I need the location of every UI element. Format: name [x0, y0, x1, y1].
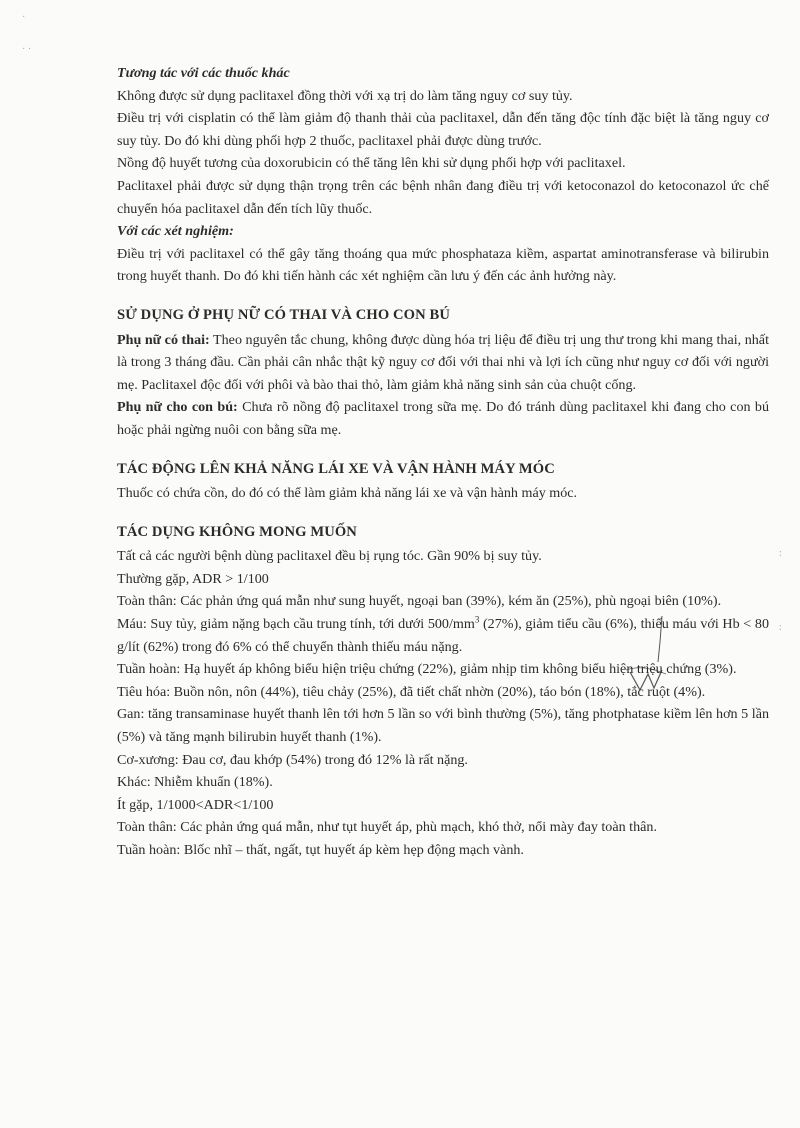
scan-dot: : — [779, 622, 782, 633]
paragraph: Tất cả các người bệnh dùng paclitaxel đều bị rụng tóc. Gần 90% bị suy tủy. — [117, 548, 542, 565]
scan-dot: · · — [22, 44, 32, 55]
paragraph: Tuần hoàn: Blốc nhĩ – thất, ngất, tụt huyết áp kèm hẹp động mạch vành. — [117, 842, 524, 858]
paragraph: Điều trị với paclitaxel có thể gây tăng thoáng qua mức phosphataza kiềm, aspartat aminotransferase và bilirubin trong huyết thanh. Do đó khi tiến hành các xét nghiệm cần lưu ý đến các ảnh hưởng này. — [117, 245, 769, 285]
paragraph: Tuần hoàn: Hạ huyết áp không biểu hiện triệu chứng (22%), giảm nhịp tim không biểu hiện triệu chứng (3%). — [117, 661, 737, 678]
labeled-paragraph — [117, 396, 769, 441]
paragraph-label: Phụ nữ cho con bú: — [117, 399, 238, 416]
labeled-paragraph — [117, 329, 769, 397]
section-heading: SỬ DỤNG Ở PHỤ NỮ CÓ THAI VÀ CHO CON BÚ — [117, 306, 450, 323]
paragraph-sup: 3 — [474, 614, 480, 625]
paragraph: Nồng độ huyết tương của doxorubicin có thể tăng lên khi sử dụng phối hợp với paclitaxel. — [117, 155, 626, 172]
paragraph-pre: Máu: Suy tủy, giảm nặng bạch cầu trung tính, tới dưới 500/mm — [117, 616, 475, 633]
paragraph: Gan: tăng transaminase huyết thanh lên tới hơn 5 lần so với bình thường (5%), tăng photphatase kiềm lên hơn 5 lần (5%) và tăng mạnh bilirubin huyết thanh (1%). — [117, 706, 769, 746]
paragraph: Điều trị với cisplatin có thể làm giảm độ thanh thải của paclitaxel, dẫn đến tăng độc tính đặc biệt là tăng nguy cơ suy tủy. Do đó khi dùng phối hợp 2 thuốc, paclitaxel phải được dùng trước. — [117, 110, 769, 149]
paragraph-post: (27%), giảm tiểu cầu (6%), thiếu máu với Hb < 80 g/lít (62%) trong đó 6% có thể chuyển thành thiếu máu nặng. — [117, 616, 769, 655]
paragraph: Thuốc có chứa cồn, do đó có thể làm giảm khả năng lái xe và vận hành máy móc. — [117, 485, 578, 502]
paragraph: Khác: Nhiễm khuẩn (18%). — [117, 774, 273, 791]
document-page — [117, 62, 769, 862]
paragraph: Toàn thân: Các phản ứng quá mẫn như sung huyết, ngoại ban (39%), kém ăn (25%), phù ngoại biên (10%). — [117, 593, 722, 610]
paragraph: Thường gặp, ADR > 1/100 — [117, 570, 269, 587]
subsection-heading: Tương tác với các thuốc khác — [117, 65, 290, 81]
paragraph — [117, 613, 769, 658]
paragraph: Paclitaxel phải được sử dụng thận trọng trên các bệnh nhân đang điều trị với ketoconazol do ketoconazol ức chế chuyển hóa paclitaxel dẫn đến tích lũy thuốc. — [117, 177, 769, 217]
paragraph: Ít gặp, 1/1000<ADR<1/100 — [117, 796, 274, 813]
paragraph-text: Theo nguyên tắc chung, không được dùng hóa trị liệu để điều trị ung thư trong khi mang thai, nhất là trong 3 tháng đầu. Cần phải cân nhắc thật kỹ nguy cơ đối với thai nhi và lợi ích cũng như nguy cơ đối với người mẹ. Paclitaxel độc đối với phôi và bào thai thỏ, làm giảm khả năng sinh sản của chuột cống. — [117, 331, 769, 393]
subsection-heading: Với các xét nghiệm: — [117, 223, 234, 240]
section-heading: TÁC ĐỘNG LÊN KHẢ NĂNG LÁI XE VÀ VẬN HÀNH MÁY MÓC — [117, 460, 555, 477]
paragraph-label: Phụ nữ có thai: — [117, 331, 210, 348]
paragraph-text: Chưa rõ nồng độ paclitaxel trong sữa mẹ. Do đó tránh dùng paclitaxel khi đang cho con bú hoặc phải ngừng nuôi con bằng sữa mẹ. — [117, 399, 770, 438]
scan-dot: : — [779, 548, 782, 559]
paragraph: Cơ-xương: Đau cơ, đau khớp (54%) trong đó 12% là rất nặng. — [117, 751, 468, 768]
paragraph: Toàn thân: Các phản ứng quá mẫn, như tụt huyết áp, phù mạch, khó thở, nổi mày đay toàn thân. — [117, 819, 657, 836]
section-heading: TÁC DỤNG KHÔNG MONG MUỐN — [117, 523, 357, 540]
paragraph: Không được sử dụng paclitaxel đồng thời với xạ trị do làm tăng nguy cơ suy tủy. — [117, 87, 573, 104]
scan-dot: · — [22, 12, 26, 23]
paragraph: Tiêu hóa: Buồn nôn, nôn (44%), tiêu chảy (25%), đã tiết chất nhờn (20%), táo bón (18%), tắc ruột (4%). — [117, 683, 706, 700]
